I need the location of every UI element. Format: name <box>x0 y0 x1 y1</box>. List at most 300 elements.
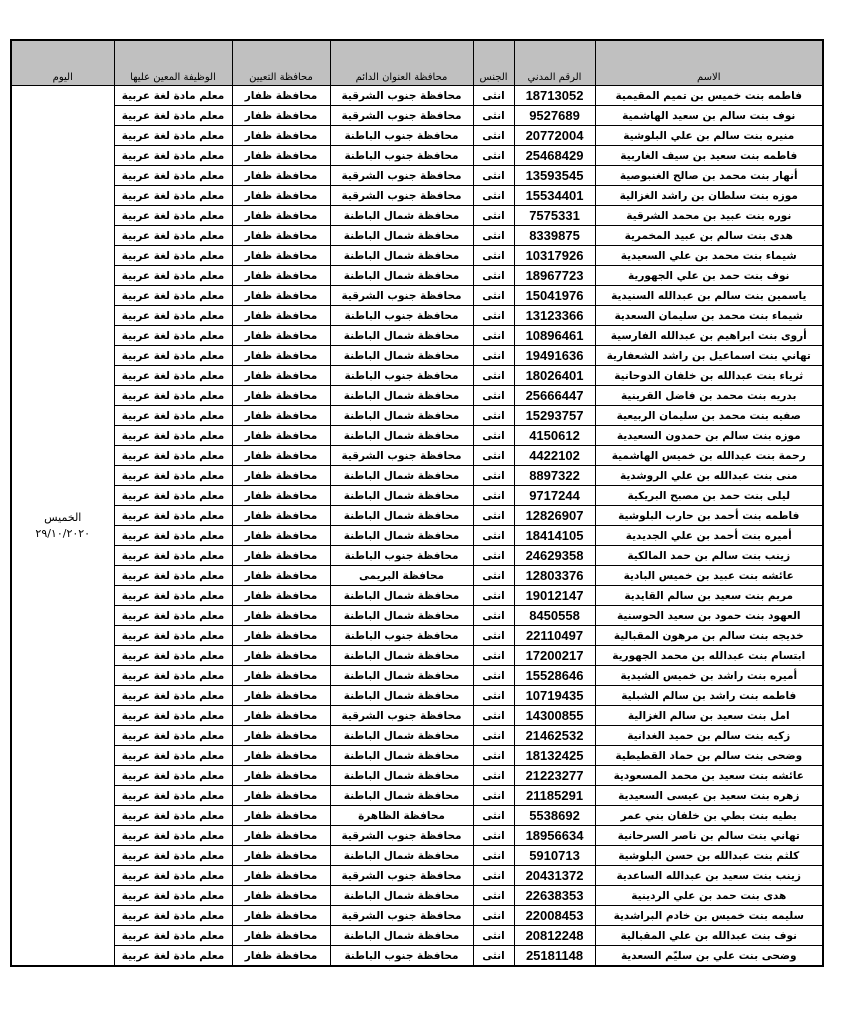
gender-cell: انثى <box>473 306 514 326</box>
address-cell: محافظة جنوب الباطنة <box>330 626 473 646</box>
civil-number-cell: 5538692 <box>514 806 595 826</box>
header-day: اليوم <box>11 40 114 86</box>
assigned-governorate-cell: محافظة ظفار <box>232 846 330 866</box>
table-row <box>11 506 823 526</box>
header-name: الاسم <box>595 40 823 86</box>
name-cell: تهاني بنت سالم بن ناصر السرحانية <box>595 826 823 846</box>
name-cell: رحمة بنت عبدالله بن خميس الهاشمية <box>595 446 823 466</box>
gender-cell: انثى <box>473 506 514 526</box>
assigned-governorate-cell: محافظة ظفار <box>232 166 330 186</box>
gender-cell: انثى <box>473 486 514 506</box>
address-cell: محافظة جنوب الشرقية <box>330 906 473 926</box>
name-cell: عائشه بنت سعيد بن محمد المسعودية <box>595 766 823 786</box>
gender-cell: انثى <box>473 566 514 586</box>
job-cell: معلم مادة لغة عربية <box>114 826 232 846</box>
address-cell: محافظة شمال الباطنة <box>330 326 473 346</box>
assigned-governorate-cell: محافظة ظفار <box>232 146 330 166</box>
address-cell: محافظة جنوب الشرقية <box>330 86 473 106</box>
assigned-governorate-cell: محافظة ظفار <box>232 886 330 906</box>
assigned-governorate-cell: محافظة ظفار <box>232 606 330 626</box>
gender-cell: انثى <box>473 266 514 286</box>
job-cell: معلم مادة لغة عربية <box>114 166 232 186</box>
civil-number-cell: 4422102 <box>514 446 595 466</box>
civil-number-cell: 18713052 <box>514 86 595 106</box>
table-row <box>11 246 823 266</box>
assigned-governorate-cell: محافظة ظفار <box>232 786 330 806</box>
job-cell: معلم مادة لغة عربية <box>114 886 232 906</box>
civil-number-cell: 15041976 <box>514 286 595 306</box>
gender-cell: انثى <box>473 626 514 646</box>
civil-number-cell: 15534401 <box>514 186 595 206</box>
name-cell: نوف بنت سالم بن سعيد الهاشمية <box>595 106 823 126</box>
table-row <box>11 726 823 746</box>
job-cell: معلم مادة لغة عربية <box>114 266 232 286</box>
job-cell: معلم مادة لغة عربية <box>114 866 232 886</box>
table-row <box>11 846 823 866</box>
civil-number-cell: 21185291 <box>514 786 595 806</box>
assigned-governorate-cell: محافظة ظفار <box>232 286 330 306</box>
address-cell: محافظة جنوب الباطنة <box>330 126 473 146</box>
gender-cell: انثى <box>473 206 514 226</box>
address-cell: محافظة شمال الباطنة <box>330 686 473 706</box>
gender-cell: انثى <box>473 446 514 466</box>
name-cell: أميره بنت راشد بن خميس الشيدية <box>595 666 823 686</box>
table-row <box>11 306 823 326</box>
job-cell: معلم مادة لغة عربية <box>114 586 232 606</box>
header-permanent-address: محافظة العنوان الدائم <box>330 40 473 86</box>
table-row <box>11 626 823 646</box>
table-row <box>11 826 823 846</box>
address-cell: محافظة جنوب الشرقية <box>330 166 473 186</box>
address-cell: محافظة البريمى <box>330 566 473 586</box>
name-cell: زينب بنت سعيد بن عبدالله الساعدية <box>595 866 823 886</box>
table-row <box>11 606 823 626</box>
civil-number-cell: 20772004 <box>514 126 595 146</box>
table-row <box>11 706 823 726</box>
assigned-governorate-cell: محافظة ظفار <box>232 706 330 726</box>
table-body <box>11 86 823 967</box>
civil-number-cell: 9717244 <box>514 486 595 506</box>
gender-cell: انثى <box>473 126 514 146</box>
table-row <box>11 886 823 906</box>
header-assigned-governorate: محافظة التعيين <box>232 40 330 86</box>
civil-number-cell: 10719435 <box>514 686 595 706</box>
address-cell: محافظة جنوب الشرقية <box>330 826 473 846</box>
job-cell: معلم مادة لغة عربية <box>114 526 232 546</box>
name-cell: تهاني بنت اسماعيل بن راشد الشعفارية <box>595 346 823 366</box>
address-cell: محافظة شمال الباطنة <box>330 486 473 506</box>
civil-number-cell: 21462532 <box>514 726 595 746</box>
job-cell: معلم مادة لغة عربية <box>114 726 232 746</box>
assigned-governorate-cell: محافظة ظفار <box>232 486 330 506</box>
civil-number-cell: 22110497 <box>514 626 595 646</box>
address-cell: محافظة شمال الباطنة <box>330 346 473 366</box>
job-cell: معلم مادة لغة عربية <box>114 406 232 426</box>
gender-cell: انثى <box>473 846 514 866</box>
gender-cell: انثى <box>473 926 514 946</box>
day-name: الخميس <box>44 510 82 524</box>
job-cell: معلم مادة لغة عربية <box>114 766 232 786</box>
address-cell: محافظة شمال الباطنة <box>330 666 473 686</box>
job-cell: معلم مادة لغة عربية <box>114 106 232 126</box>
name-cell: شيماء بنت محمد بن سليمان السعدية <box>595 306 823 326</box>
address-cell: محافظة جنوب الشرقية <box>330 186 473 206</box>
gender-cell: انثى <box>473 646 514 666</box>
table-row <box>11 686 823 706</box>
name-cell: شيماء بنت محمد بن علي السعيدية <box>595 246 823 266</box>
name-cell: منى بنت عبدالله بن علي الروشدية <box>595 466 823 486</box>
assigned-governorate-cell: محافظة ظفار <box>232 246 330 266</box>
address-cell: محافظة جنوب الشرقية <box>330 706 473 726</box>
gender-cell: انثى <box>473 866 514 886</box>
address-cell: محافظة جنوب الباطنة <box>330 146 473 166</box>
gender-cell: انثى <box>473 286 514 306</box>
gender-cell: انثى <box>473 886 514 906</box>
assigned-governorate-cell: محافظة ظفار <box>232 106 330 126</box>
assigned-governorate-cell: محافظة ظفار <box>232 866 330 886</box>
name-cell: ليلى بنت حمد بن مصبح البريكية <box>595 486 823 506</box>
job-cell: معلم مادة لغة عربية <box>114 666 232 686</box>
assigned-governorate-cell: محافظة ظفار <box>232 746 330 766</box>
name-cell: فاطمه بنت خميس بن تميم المقيمية <box>595 86 823 106</box>
name-cell: منيره بنت سالم بن علي البلوشية <box>595 126 823 146</box>
address-cell: محافظة جنوب الشرقية <box>330 106 473 126</box>
name-cell: هدى بنت حمد بن علي الردينية <box>595 886 823 906</box>
address-cell: محافظة شمال الباطنة <box>330 206 473 226</box>
assigned-governorate-cell: محافظة ظفار <box>232 186 330 206</box>
name-cell: صفيه بنت محمد بن سليمان الربيعية <box>595 406 823 426</box>
name-cell: زينب بنت سالم بن حمد المالكية <box>595 546 823 566</box>
civil-number-cell: 9527689 <box>514 106 595 126</box>
assigned-governorate-cell: محافظة ظفار <box>232 86 330 106</box>
address-cell: محافظة شمال الباطنة <box>330 746 473 766</box>
assigned-governorate-cell: محافظة ظفار <box>232 466 330 486</box>
name-cell: مريم بنت سعيد بن سالم القايدية <box>595 586 823 606</box>
civil-number-cell: 13593545 <box>514 166 595 186</box>
table-row <box>11 906 823 926</box>
assigned-governorate-cell: محافظة ظفار <box>232 526 330 546</box>
table-row <box>11 746 823 766</box>
assigned-governorate-cell: محافظة ظفار <box>232 326 330 346</box>
address-cell: محافظة شمال الباطنة <box>330 506 473 526</box>
civil-number-cell: 25181148 <box>514 946 595 967</box>
address-cell: محافظة شمال الباطنة <box>330 246 473 266</box>
assigned-governorate-cell: محافظة ظفار <box>232 906 330 926</box>
job-cell: معلم مادة لغة عربية <box>114 326 232 346</box>
assigned-governorate-cell: محافظة ظفار <box>232 206 330 226</box>
civil-number-cell: 22638353 <box>514 886 595 906</box>
table-row <box>11 266 823 286</box>
gender-cell: انثى <box>473 686 514 706</box>
table-row <box>11 146 823 166</box>
name-cell: سليمه بنت خميس بن خادم البراشدية <box>595 906 823 926</box>
address-cell: محافظة جنوب الباطنة <box>330 306 473 326</box>
gender-cell: انثى <box>473 426 514 446</box>
civil-number-cell: 25666447 <box>514 386 595 406</box>
gender-cell: انثى <box>473 366 514 386</box>
gender-cell: انثى <box>473 606 514 626</box>
gender-cell: انثى <box>473 746 514 766</box>
job-cell: معلم مادة لغة عربية <box>114 446 232 466</box>
table-row <box>11 386 823 406</box>
job-cell: معلم مادة لغة عربية <box>114 126 232 146</box>
gender-cell: انثى <box>473 666 514 686</box>
name-cell: فاطمه بنت أحمد بن حارب البلوشية <box>595 506 823 526</box>
name-cell: موزه بنت سلطان بن راشد الغزالية <box>595 186 823 206</box>
job-cell: معلم مادة لغة عربية <box>114 786 232 806</box>
job-cell: معلم مادة لغة عربية <box>114 366 232 386</box>
name-cell: وضحى بنت علي بن سليّم السعدية <box>595 946 823 967</box>
address-cell: محافظة جنوب الباطنة <box>330 546 473 566</box>
name-cell: نوره بنت عبيد بن محمد الشرقية <box>595 206 823 226</box>
address-cell: محافظة شمال الباطنة <box>330 426 473 446</box>
table-row <box>11 346 823 366</box>
address-cell: محافظة جنوب الباطنة <box>330 946 473 967</box>
civil-number-cell: 8450558 <box>514 606 595 626</box>
name-cell: نوف بنت عبدالله بن علي المقبالية <box>595 926 823 946</box>
job-cell: معلم مادة لغة عربية <box>114 246 232 266</box>
table-row <box>11 526 823 546</box>
table-row <box>11 586 823 606</box>
job-cell: معلم مادة لغة عربية <box>114 286 232 306</box>
assigned-governorate-cell: محافظة ظفار <box>232 566 330 586</box>
address-cell: محافظة شمال الباطنة <box>330 586 473 606</box>
header-gender: الجنس <box>473 40 514 86</box>
gender-cell: انثى <box>473 786 514 806</box>
assigned-governorate-cell: محافظة ظفار <box>232 686 330 706</box>
assigned-governorate-cell: محافظة ظفار <box>232 766 330 786</box>
job-cell: معلم مادة لغة عربية <box>114 686 232 706</box>
name-cell: خديجه بنت سالم بن مرهون المقبالية <box>595 626 823 646</box>
job-cell: معلم مادة لغة عربية <box>114 566 232 586</box>
table-row <box>11 446 823 466</box>
table-row <box>11 946 823 967</box>
civil-number-cell: 22008453 <box>514 906 595 926</box>
assigned-governorate-cell: محافظة ظفار <box>232 386 330 406</box>
table-row <box>11 566 823 586</box>
job-cell: معلم مادة لغة عربية <box>114 906 232 926</box>
name-cell: وضحى بنت سالم بن حماد القطيطية <box>595 746 823 766</box>
gender-cell: انثى <box>473 186 514 206</box>
civil-number-cell: 18956634 <box>514 826 595 846</box>
name-cell: هدى بنت سالم بن عبيد المخمرية <box>595 226 823 246</box>
gender-cell: انثى <box>473 706 514 726</box>
civil-number-cell: 4150612 <box>514 426 595 446</box>
gender-cell: انثى <box>473 166 514 186</box>
header-civil-number: الرقم المدني <box>514 40 595 86</box>
address-cell: محافظة شمال الباطنة <box>330 786 473 806</box>
name-cell: ابتسام بنت عبدالله بن محمد الجهورية <box>595 646 823 666</box>
gender-cell: انثى <box>473 526 514 546</box>
address-cell: محافظة شمال الباطنة <box>330 406 473 426</box>
job-cell: معلم مادة لغة عربية <box>114 846 232 866</box>
table-row <box>11 806 823 826</box>
civil-number-cell: 12826907 <box>514 506 595 526</box>
civil-number-cell: 8897322 <box>514 466 595 486</box>
assigned-governorate-cell: محافظة ظفار <box>232 946 330 967</box>
table-row <box>11 466 823 486</box>
day-cell <box>11 86 114 967</box>
name-cell: فاطمه بنت راشد بن سالم الشبلية <box>595 686 823 706</box>
name-cell: أميره بنت أحمد بن علي الجديدية <box>595 526 823 546</box>
header-job: الوظيفة المعين عليها <box>114 40 232 86</box>
table-row <box>11 186 823 206</box>
job-cell: معلم مادة لغة عربية <box>114 706 232 726</box>
job-cell: معلم مادة لغة عربية <box>114 426 232 446</box>
table-row <box>11 406 823 426</box>
job-cell: معلم مادة لغة عربية <box>114 806 232 826</box>
address-cell: محافظة شمال الباطنة <box>330 846 473 866</box>
assigned-governorate-cell: محافظة ظفار <box>232 366 330 386</box>
address-cell: محافظة جنوب الشرقية <box>330 446 473 466</box>
gender-cell: انثى <box>473 586 514 606</box>
assigned-governorate-cell: محافظة ظفار <box>232 126 330 146</box>
job-cell: معلم مادة لغة عربية <box>114 946 232 967</box>
address-cell: محافظة شمال الباطنة <box>330 606 473 626</box>
table-row <box>11 326 823 346</box>
address-cell: محافظة جنوب الشرقية <box>330 286 473 306</box>
address-cell: محافظة شمال الباطنة <box>330 266 473 286</box>
table-row <box>11 126 823 146</box>
civil-number-cell: 19012147 <box>514 586 595 606</box>
name-cell: ياسمين بنت سالم بن عبدالله السنيدية <box>595 286 823 306</box>
name-cell: كلثم بنت عبدالله بن حسن البلوشية <box>595 846 823 866</box>
gender-cell: انثى <box>473 146 514 166</box>
address-cell: محافظة شمال الباطنة <box>330 226 473 246</box>
name-cell: بدريه بنت محمد بن فاضل القرينية <box>595 386 823 406</box>
job-cell: معلم مادة لغة عربية <box>114 466 232 486</box>
address-cell: محافظة شمال الباطنة <box>330 886 473 906</box>
civil-number-cell: 17200217 <box>514 646 595 666</box>
gender-cell: انثى <box>473 806 514 826</box>
address-cell: محافظة الظاهرة <box>330 806 473 826</box>
name-cell: زهره بنت سعيد بن عيسى السعيدية <box>595 786 823 806</box>
table-row <box>11 486 823 506</box>
gender-cell: انثى <box>473 946 514 967</box>
civil-number-cell: 15293757 <box>514 406 595 426</box>
address-cell: محافظة شمال الباطنة <box>330 926 473 946</box>
gender-cell: انثى <box>473 346 514 366</box>
civil-number-cell: 19491636 <box>514 346 595 366</box>
civil-number-cell: 18414105 <box>514 526 595 546</box>
table-row <box>11 286 823 306</box>
gender-cell: انثى <box>473 326 514 346</box>
address-cell: محافظة شمال الباطنة <box>330 726 473 746</box>
name-cell: ثرياء بنت عبدالله بن خلفان الدوحانية <box>595 366 823 386</box>
name-cell: نوف بنت حمد بن علي الجهورية <box>595 266 823 286</box>
table-row <box>11 166 823 186</box>
address-cell: محافظة شمال الباطنة <box>330 646 473 666</box>
job-cell: معلم مادة لغة عربية <box>114 546 232 566</box>
name-cell: امل بنت سعيد بن سالم الغزالية <box>595 706 823 726</box>
civil-number-cell: 21223277 <box>514 766 595 786</box>
assigned-governorate-cell: محافظة ظفار <box>232 446 330 466</box>
table-row <box>11 226 823 246</box>
table-row <box>11 106 823 126</box>
address-cell: محافظة شمال الباطنة <box>330 466 473 486</box>
table-row <box>11 666 823 686</box>
civil-number-cell: 18967723 <box>514 266 595 286</box>
table-row <box>11 546 823 566</box>
job-cell: معلم مادة لغة عربية <box>114 486 232 506</box>
day-date: ٢٩/١٠/٢٠٢٠ <box>35 526 91 540</box>
assigned-governorate-cell: محافظة ظفار <box>232 626 330 646</box>
civil-number-cell: 18026401 <box>514 366 595 386</box>
table-row <box>11 206 823 226</box>
gender-cell: انثى <box>473 826 514 846</box>
assigned-governorate-cell: محافظة ظفار <box>232 726 330 746</box>
assigned-governorate-cell: محافظة ظفار <box>232 926 330 946</box>
assigned-governorate-cell: محافظة ظفار <box>232 426 330 446</box>
civil-number-cell: 24629358 <box>514 546 595 566</box>
civil-number-cell: 10317926 <box>514 246 595 266</box>
civil-number-cell: 5910713 <box>514 846 595 866</box>
table-row <box>11 86 823 106</box>
assigned-governorate-cell: محافظة ظفار <box>232 806 330 826</box>
job-cell: معلم مادة لغة عربية <box>114 206 232 226</box>
civil-number-cell: 8339875 <box>514 226 595 246</box>
civil-number-cell: 13123366 <box>514 306 595 326</box>
civil-number-cell: 12803376 <box>514 566 595 586</box>
name-cell: بطيه بنت بطي بن خلفان بني عمر <box>595 806 823 826</box>
job-cell: معلم مادة لغة عربية <box>114 346 232 366</box>
name-cell: موزه بنت سالم بن حمدون السعيدية <box>595 426 823 446</box>
assigned-governorate-cell: محافظة ظفار <box>232 666 330 686</box>
assigned-governorate-cell: محافظة ظفار <box>232 266 330 286</box>
job-cell: معلم مادة لغة عربية <box>114 226 232 246</box>
name-cell: أنهار بنت محمد بن صالح الغنبوصية <box>595 166 823 186</box>
civil-number-cell: 14300855 <box>514 706 595 726</box>
table-row <box>11 866 823 886</box>
civil-number-cell: 7575331 <box>514 206 595 226</box>
gender-cell: انثى <box>473 906 514 926</box>
assigned-governorate-cell: محافظة ظفار <box>232 406 330 426</box>
assigned-governorate-cell: محافظة ظفار <box>232 826 330 846</box>
civil-number-cell: 25468429 <box>514 146 595 166</box>
civil-number-cell: 18132425 <box>514 746 595 766</box>
assignments-table <box>10 39 824 967</box>
job-cell: معلم مادة لغة عربية <box>114 86 232 106</box>
job-cell: معلم مادة لغة عربية <box>114 386 232 406</box>
table-row <box>11 646 823 666</box>
name-cell: فاطمه بنت سعيد بن سيف الغاربية <box>595 146 823 166</box>
table-row <box>11 786 823 806</box>
assigned-governorate-cell: محافظة ظفار <box>232 546 330 566</box>
gender-cell: انثى <box>473 766 514 786</box>
gender-cell: انثى <box>473 386 514 406</box>
name-cell: أروى بنت ابراهيم بن عبدالله الفارسية <box>595 326 823 346</box>
gender-cell: انثى <box>473 546 514 566</box>
job-cell: معلم مادة لغة عربية <box>114 186 232 206</box>
gender-cell: انثى <box>473 86 514 106</box>
job-cell: معلم مادة لغة عربية <box>114 926 232 946</box>
assigned-governorate-cell: محافظة ظفار <box>232 306 330 326</box>
table-row <box>11 426 823 446</box>
civil-number-cell: 15528646 <box>514 666 595 686</box>
gender-cell: انثى <box>473 406 514 426</box>
assigned-governorate-cell: محافظة ظفار <box>232 226 330 246</box>
table-row <box>11 926 823 946</box>
assigned-governorate-cell: محافظة ظفار <box>232 586 330 606</box>
job-cell: معلم مادة لغة عربية <box>114 146 232 166</box>
job-cell: معلم مادة لغة عربية <box>114 606 232 626</box>
name-cell: زكيه بنت سالم بن حميد الغدانية <box>595 726 823 746</box>
assigned-governorate-cell: محافظة ظفار <box>232 646 330 666</box>
address-cell: محافظة شمال الباطنة <box>330 766 473 786</box>
job-cell: معلم مادة لغة عربية <box>114 646 232 666</box>
table-row <box>11 366 823 386</box>
civil-number-cell: 20431372 <box>514 866 595 886</box>
